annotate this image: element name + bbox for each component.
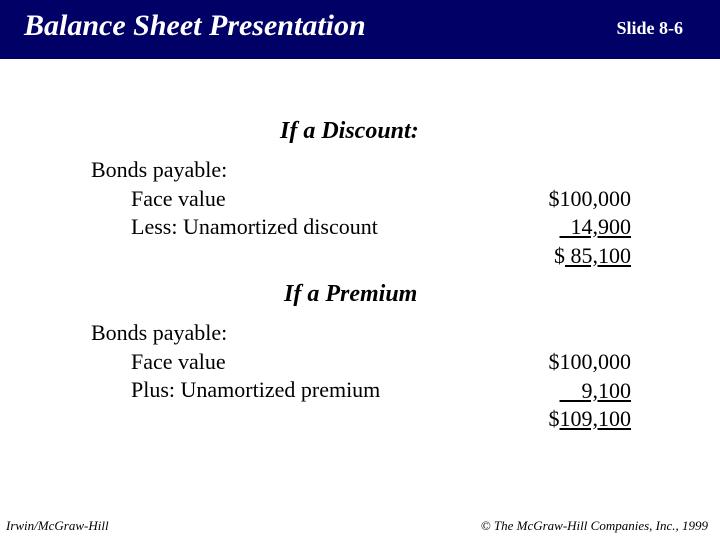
premium-total-amount [549,405,632,433]
premium-face-value-label: Face value [131,349,226,374]
discount-face-value-label: Face value [131,186,226,211]
footer-publisher: Irwin/McGraw-Hill [6,518,109,533]
premium-total-value: 109,100 [559,406,631,431]
footer-copyright: © The McGraw-Hill Companies, Inc., 1999 [480,518,708,533]
discount-face-value-amount: $100,000 [548,186,631,211]
premium-face-value-amount: $100,000 [548,349,631,374]
premium-unamortized-label: Plus: Unamortized premium [131,377,381,402]
premium-heading: If a Premium [284,281,418,307]
discount-total-currency: $ [554,243,565,268]
premium-unamortized-value: 9,100 [581,378,631,403]
discount-bonds-payable-label: Bonds payable: [91,157,228,182]
discount-total-amount [554,242,631,270]
discount-unamortized-amount [560,213,632,241]
premium-unamortized-amount [560,377,632,405]
discount-total-value: 85,100 [570,243,631,268]
slide-number: Slide 8-6 [616,18,683,38]
slide-title: Balance Sheet Presentation [24,9,366,42]
discount-unamortized-value: 14,900 [570,214,631,239]
title-bar [0,0,720,59]
premium-total-currency: $ [548,406,560,431]
discount-unamortized-label: Less: Unamortized discount [131,214,378,239]
discount-heading: If a Discount: [280,118,419,144]
premium-bonds-payable-label: Bonds payable: [91,320,228,345]
